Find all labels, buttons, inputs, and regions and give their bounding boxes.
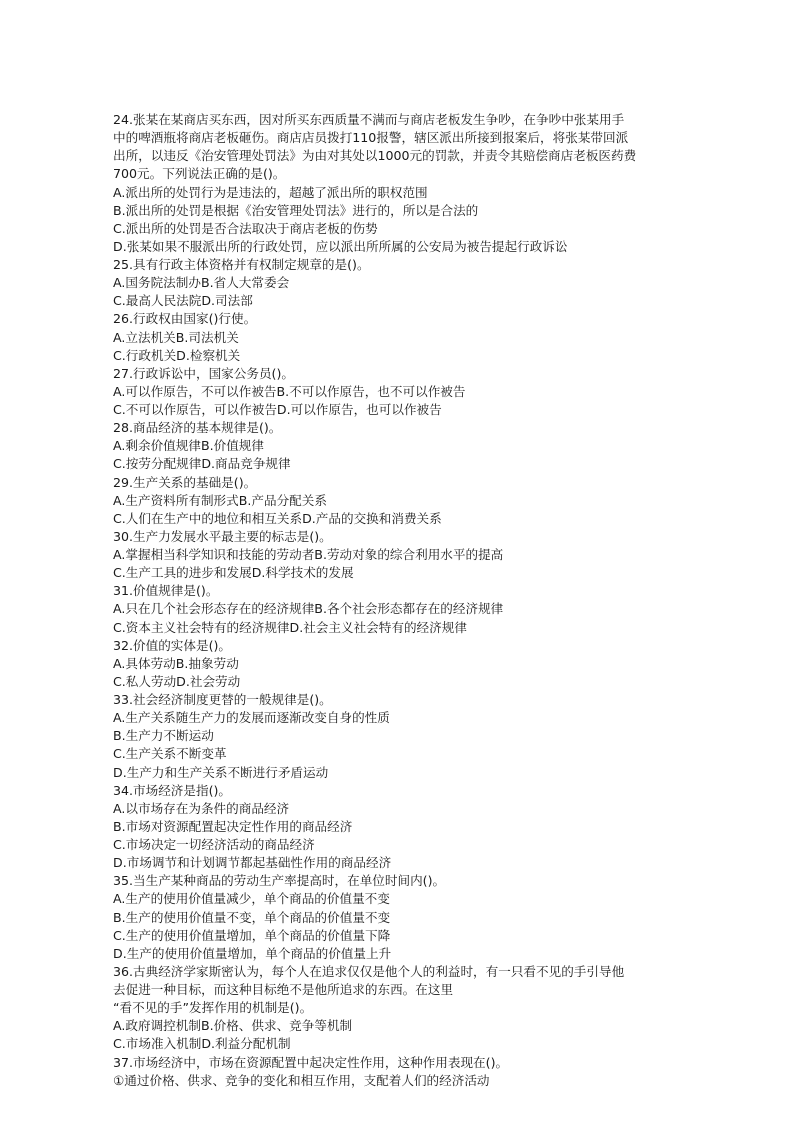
option-line: C.生产的使用价值量增加，单个商品的价值量下降 <box>113 927 391 943</box>
option-line: B.市场对资源配置起决定性作用的商品经济 <box>113 818 353 834</box>
text-line: 出所，以违反《治安管理处罚法》为由对其处以1000元的罚款，并责令其赔偿商店老板医药费 <box>113 148 637 164</box>
option-line: C.生产关系不断变革 <box>113 746 227 762</box>
option-line: A.只在几个社会形态存在的经济规律B.各个社会形态都存在的经济规律 <box>113 601 504 617</box>
option-line: C.行政机关D.检察机关 <box>113 347 241 363</box>
option-line: D.市场调节和计划调节都起基础性作用的商品经济 <box>113 855 392 871</box>
question-line: 32.价值的实体是()。 <box>113 637 232 653</box>
option-line: D.生产的使用价值量增加，单个商品的价值量上升 <box>113 945 392 961</box>
option-line: C.私人劳动D.社会劳动 <box>113 673 241 689</box>
question-line: 35.当生产某种商品的劳动生产率提高时，在单位时间内()。 <box>113 873 446 889</box>
option-line: A.可以作原告，不可以作被告B.不可以作原告，也不可以作被告 <box>113 383 466 399</box>
option-line: A.具体劳动B.抽象劳动 <box>113 655 239 671</box>
option-line: ①通过价格、供求、竞争的变化和相互作用，支配着人们的经济活动 <box>113 1072 490 1088</box>
option-line: A.国务院法制办B.省人大常委会 <box>113 275 290 291</box>
option-line: C.不可以作原告，可以作被告D.可以作原告，也可以作被告 <box>113 402 442 417</box>
option-line: C.资本主义社会特有的经济规律D.社会主义社会特有的经济规律 <box>113 619 467 635</box>
question-line: 31.价值规律是()。 <box>113 583 219 599</box>
option-line: C.市场决定一切经济活动的商品经济 <box>113 837 315 852</box>
option-line: A.派出所的处罚行为是违法的，超越了派出所的职权范围 <box>113 184 428 200</box>
option-line: A.生产的使用价值量减少，单个商品的价值量不变 <box>113 891 390 907</box>
question-line: 33.社会经济制度更替的一般规律是()。 <box>113 692 332 707</box>
option-line: A.掌握相当科学知识和技能的劳动者B.劳动对象的综合利用水平的提高 <box>113 547 504 562</box>
text-line: “看不见的手”发挥作用的机制是()。 <box>113 1000 313 1016</box>
option-line: A.以市场存在为条件的商品经济 <box>113 800 290 816</box>
question-line: 27.行政诉讼中，国家公务员()。 <box>113 365 294 381</box>
option-line: C.人们在生产中的地位和相互关系D.产品的交换和消费关系 <box>113 510 442 526</box>
option-line: C.派出所的处罚是否合法取决于商店老板的伤势 <box>113 220 378 236</box>
question-line: 37.市场经济中，市场在资源配置中起决定性作用，这种作用表现在()。 <box>113 1054 509 1070</box>
option-line: B.生产的使用价值量不变，单个商品的价值量不变 <box>113 909 391 925</box>
option-line: C.市场准入机制D.利益分配机制 <box>113 1036 291 1052</box>
document-page <box>113 111 693 1090</box>
option-line: C.最高人民法院D.司法部 <box>113 293 253 309</box>
question-line: 36.古典经济学家斯密认为，每个人在追求仅仅是他个人的利益时，有一只看不见的手引导他 <box>113 963 625 979</box>
text-line: 去促进一种目标，而这种目标绝不是他所追求的东西。在这里 <box>113 982 454 997</box>
option-line: A.生产资料所有制形式B.产品分配关系 <box>113 492 327 508</box>
option-line: C.生产工具的进步和发展D.科学技术的发展 <box>113 565 354 581</box>
text-line: 700元。下列说法正确的是()。 <box>113 166 286 182</box>
option-line: A.剩余价值规律B.价值规律 <box>113 438 264 454</box>
option-line: D.生产力和生产关系不断进行矛盾运动 <box>113 764 329 780</box>
option-line: B.生产力不断运动 <box>113 728 214 744</box>
question-line: 26.行政权由国家()行使。 <box>113 311 257 327</box>
text-line: 24.张某在某商店买东西，因对所买东西质量不满而与商店老板发生争吵，在争吵中张某用手 <box>113 112 625 127</box>
option-line: C.按劳分配规律D.商品竞争规律 <box>113 456 291 472</box>
option-line: A.立法机关B.司法机关 <box>113 329 239 345</box>
question-line: 28.商品经济的基本规律是()。 <box>113 420 282 436</box>
question-line: 34.市场经济是指()。 <box>113 782 232 798</box>
question-line: 30.生产力发展水平最主要的标志是()。 <box>113 528 332 544</box>
option-line: D.张某如果不服派出所的行政处罚，应以派出所所属的公安局为被告提起行政诉讼 <box>113 238 568 254</box>
question-line: 25.具有行政主体资格并有权制定规章的是()。 <box>113 257 370 272</box>
question-line: 29.生产关系的基础是()。 <box>113 474 257 490</box>
text-line: 中的啤酒瓶将商店老板砸伤。商店店员拨打110报警，辖区派出所接到报案后，将张某带回派 <box>113 130 629 146</box>
option-line: A.政府调控机制B.价格、供求、竞争等机制 <box>113 1018 353 1034</box>
option-line: B.派出所的处罚是根据《治安管理处罚法》进行的，所以是合法的 <box>113 202 479 218</box>
option-line: A.生产关系随生产力的发展而逐渐改变自身的性质 <box>113 710 390 726</box>
